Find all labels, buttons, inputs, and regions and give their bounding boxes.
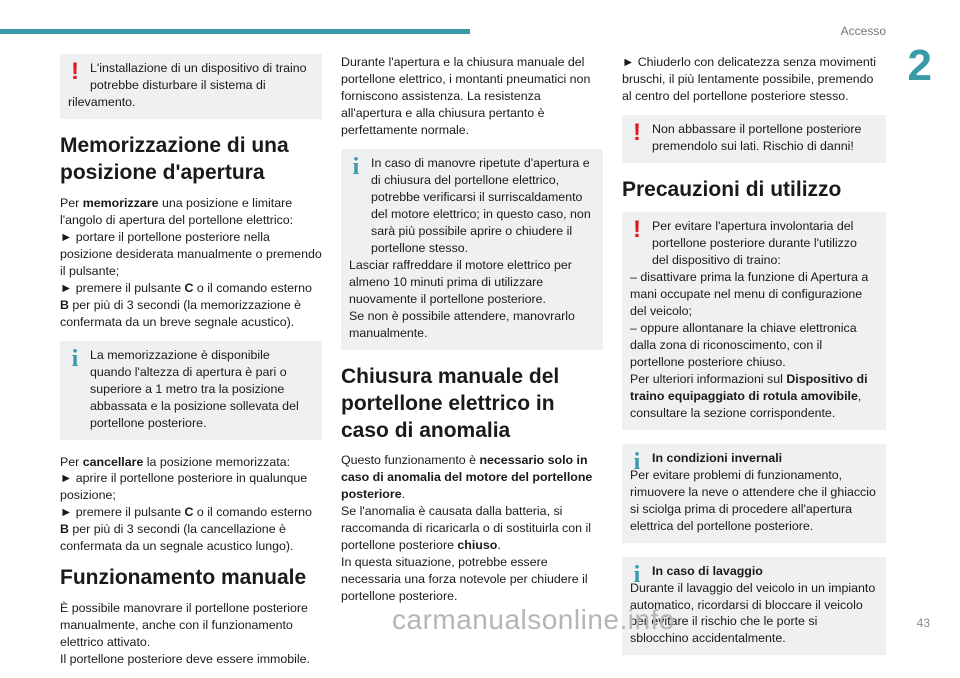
page-number: 43: [916, 616, 930, 630]
cancel-step-2: ► premere il pulsante C o il comando esterno B per più di 3 secondi (la cancellazione è confermata da un segnale acustico lungo).: [60, 505, 312, 554]
manual-resistance-paragraph: Durante l'apertura e la chiusura manuale del portellone elettrico, i montanti pneumatici non forniscono assistenza. La resistenza all'apertura e alla chiusura pertanto è perfettamente normale.: [341, 55, 591, 137]
warning-line: potrebbe disturbare il sistema di: [90, 77, 266, 92]
watermark: carmanualsonline.info: [392, 604, 675, 635]
warning-box-towing: [60, 54, 322, 119]
info-icon: i: [71, 345, 79, 372]
fault-paragraph: Questo funzionamento è necessario solo in caso di anomalia del motore del portellone posteriore. Se l'anomalia è causata dalla batteria, si raccomanda di ricaricarla o di sostituirla con il portellone posteriore chiuso. In questa situazione, potrebbe essere necessaria una forza notevole per chiudere il portellone posteriore.: [341, 452, 603, 605]
warning-box-sides: [622, 115, 886, 163]
column-3: [622, 54, 886, 669]
fault-battery-text: Se l'anomalia è causata dalla batteria, si raccomanda di ricaricarla o di sostituirla con il portellone posteriore chiuso.: [341, 504, 591, 553]
info-text: Per evitare problemi di funzionamento, rimuovere la neve o attendere che il ghiaccio si sciolga prima di procedere all'apertura elettrica del portellone posteriore.: [630, 467, 876, 533]
warning-text: Per ulteriori informazioni sul Dispositivo di traino equipaggiato di rotula amovibile, consultare la sezione corrispondente.: [630, 371, 868, 420]
section-title: Accesso: [840, 24, 886, 38]
info-title: In condizioni invernali: [652, 450, 783, 465]
warning-icon: !: [633, 118, 641, 146]
info-text: Lasciar raffreddare il motore elettrico per almeno 10 minuti prima di utilizzare nuovamente il portellone posteriore.: [349, 257, 572, 306]
manual-paragraph: È possibile manovrare il portellone posteriore manualmente, anche con il funzionamento elettrico attivato. Il portellone posteriore deve essere immobile.: [60, 601, 311, 667]
warning-icon: !: [633, 215, 641, 243]
heading-manual: Funzionamento manuale: [60, 566, 307, 590]
memo-paragraph: Per memorizzare una posizione e limitare l'angolo di apertura del portellone elettrico: ► portare il portellone posteriore nella posizione desiderata manualmente o premendo il pulsante; ► premere il pulsante C o il comando esterno B per più di 3 secondi (la memorizzazione è confermata da un breve segnale acustico).: [60, 195, 322, 329]
info-text: Se non è possibile attendere, manovrarlo manualmente.: [349, 308, 575, 340]
info-box-memorize: [60, 341, 322, 440]
memo-step-1: ► portare il portellone posteriore nella posizione desiderata manualmente o premendo il pulsante;: [60, 229, 322, 278]
heading-precautions: Precauzioni di utilizzo: [622, 177, 842, 201]
info-text: Durante il lavaggio del veicolo in un impianto automatico, ricordarsi di bloccare il veicolo per evitare il rischio che le porte si sblocchino accidentalmente.: [630, 580, 876, 646]
column-2: [341, 54, 603, 615]
info-icon: i: [352, 153, 360, 180]
memo-step-2: ► premere il pulsante C o il comando esterno B per più di 3 secondi (la memorizzazione è confermata da un breve segnale acustico).: [60, 280, 312, 329]
top-accent-bar: [0, 29, 470, 34]
close-gently-paragraph: ► Chiuderlo con delicatezza senza movimenti bruschi, il più lentamente possibile, premendo al centro del portellone posteriore stesso.: [622, 55, 877, 103]
info-text: In caso di manovre ripetute d'apertura e di chiusura del portellone elettrico, potrebbe verificarsi il surriscaldamento del motore elettrico; in questo caso, non sarà più possibile aprire o chiudere il portellone stesso.: [371, 155, 591, 255]
warning-box-towing-opening: [622, 212, 886, 430]
info-title: In caso di lavaggio: [652, 563, 763, 578]
cancel-paragraph: Per cancellare la posizione memorizzata: ► aprire il portellone posteriore in qualunque posizione; ► premere il pulsante C o il comando esterno B per più di 3 secondi (la cancellazione è confermata da un segnale acustico lungo).: [60, 454, 322, 556]
cancel-step-1: ► aprire il portellone posteriore in qualunque posizione;: [60, 471, 308, 503]
info-box-overheat: [341, 149, 603, 350]
warning-text: – disattivare prima la funzione di Apertura a mani occupate nel menu di configurazione del veicolo;: [630, 269, 869, 318]
column-1: [60, 54, 322, 678]
warning-text: – oppure allontanare la chiave elettronica dalla zona di riconoscimento, con il portellone posteriore chiuso.: [630, 320, 857, 369]
chapter-number: 2: [907, 41, 932, 90]
heading-fault-closing: Chiusura manuale del portellone elettrico in caso di anomalia: [341, 364, 560, 442]
info-icon: i: [633, 561, 641, 588]
warning-line: rilevamento.: [68, 94, 136, 109]
info-box-winter: [622, 444, 886, 543]
info-text: La memorizzazione è disponibile quando l'altezza di apertura è pari o superiore a 1 metro tra la posizione abbassata e la posizione sollevata del portellone posteriore.: [90, 347, 299, 430]
warning-text: Non abbassare il portellone posteriore premendolo sui lati. Rischio di danni!: [652, 121, 862, 153]
warning-text: Per evitare l'apertura involontaria del portellone posteriore durante l'utilizzo del dispositivo di traino:: [652, 218, 857, 267]
info-icon: i: [633, 448, 641, 475]
warning-line: L'installazione di un dispositivo di traino: [90, 61, 307, 75]
heading-memorize: Memorizzazione di una posizione d'apertura: [60, 133, 289, 184]
fault-force-text: In questa situazione, potrebbe essere necessaria una forza notevole per chiudere il portellone posteriore.: [341, 555, 588, 604]
warning-icon: !: [71, 58, 79, 85]
